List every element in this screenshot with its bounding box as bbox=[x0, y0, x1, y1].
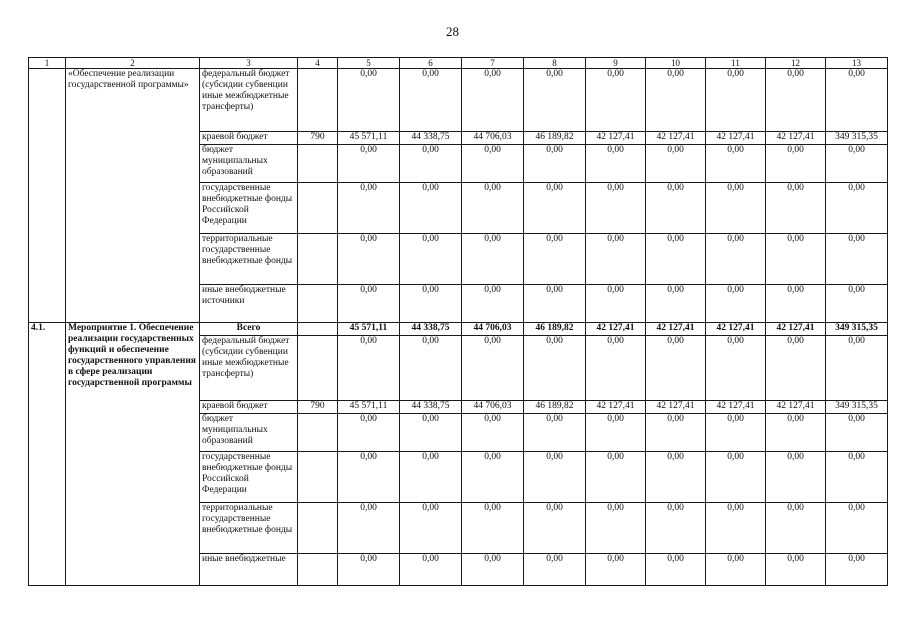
budget-code: 790 bbox=[298, 132, 338, 145]
value-col-11: 42 127,41 bbox=[706, 132, 766, 145]
value-col-8: 46 189,82 bbox=[524, 323, 586, 336]
value-col-7: 0,00 bbox=[462, 69, 524, 132]
value-col-6: 0,00 bbox=[400, 414, 462, 452]
budget-code bbox=[298, 285, 338, 323]
value-col-12: 0,00 bbox=[766, 234, 826, 285]
value-col-6: 0,00 bbox=[400, 554, 462, 586]
column-header-6: 6 bbox=[400, 58, 462, 69]
funding-source: бюджет муниципальных образований bbox=[200, 145, 298, 183]
value-col-13: 0,00 bbox=[826, 234, 888, 285]
value-col-12: 0,00 bbox=[766, 183, 826, 234]
value-col-12: 0,00 bbox=[766, 69, 826, 132]
value-col-5: 0,00 bbox=[338, 452, 400, 503]
value-col-13: 349 315,35 bbox=[826, 323, 888, 336]
value-col-11: 0,00 bbox=[706, 452, 766, 503]
value-col-5: 0,00 bbox=[338, 69, 400, 132]
value-col-9: 0,00 bbox=[586, 145, 646, 183]
value-col-6: 0,00 bbox=[400, 336, 462, 401]
column-header-5: 5 bbox=[338, 58, 400, 69]
value-col-8: 46 189,82 bbox=[524, 401, 586, 414]
value-col-10: 0,00 bbox=[646, 336, 706, 401]
value-col-9: 42 127,41 bbox=[586, 323, 646, 336]
budget-code bbox=[298, 503, 338, 554]
value-col-5: 0,00 bbox=[338, 183, 400, 234]
value-col-7: 0,00 bbox=[462, 336, 524, 401]
funding-source: федеральный бюджет (субсидии субвенции иные межбюджетные трансферты) bbox=[200, 69, 298, 132]
value-col-5: 45 571,11 bbox=[338, 132, 400, 145]
value-col-9: 0,00 bbox=[586, 234, 646, 285]
value-col-10: 0,00 bbox=[646, 145, 706, 183]
value-col-11: 0,00 bbox=[706, 145, 766, 183]
value-col-13: 0,00 bbox=[826, 554, 888, 586]
value-col-10: 0,00 bbox=[646, 503, 706, 554]
value-col-8: 0,00 bbox=[524, 145, 586, 183]
table-row bbox=[29, 69, 888, 132]
value-col-13: 0,00 bbox=[826, 285, 888, 323]
funding-source: территориальные государственные внебюджетные фонды bbox=[200, 234, 298, 285]
value-col-5: 0,00 bbox=[338, 234, 400, 285]
value-col-8: 0,00 bbox=[524, 336, 586, 401]
value-col-10: 0,00 bbox=[646, 183, 706, 234]
funding-source: государственные внебюджетные фонды Российской Федерации bbox=[200, 183, 298, 234]
value-col-13: 349 315,35 bbox=[826, 132, 888, 145]
column-header-9: 9 bbox=[586, 58, 646, 69]
value-col-13: 0,00 bbox=[826, 503, 888, 554]
value-col-5: 0,00 bbox=[338, 414, 400, 452]
table-row bbox=[29, 323, 888, 336]
value-col-7: 44 706,03 bbox=[462, 323, 524, 336]
value-col-10: 0,00 bbox=[646, 452, 706, 503]
budget-code bbox=[298, 323, 338, 336]
value-col-7: 0,00 bbox=[462, 503, 524, 554]
value-col-5: 0,00 bbox=[338, 285, 400, 323]
header-row bbox=[29, 58, 888, 69]
value-col-12: 0,00 bbox=[766, 452, 826, 503]
value-col-12: 42 127,41 bbox=[766, 132, 826, 145]
value-col-12: 42 127,41 bbox=[766, 401, 826, 414]
value-col-6: 44 338,75 bbox=[400, 401, 462, 414]
value-col-11: 0,00 bbox=[706, 503, 766, 554]
column-header-8: 8 bbox=[524, 58, 586, 69]
value-col-6: 0,00 bbox=[400, 234, 462, 285]
value-col-6: 0,00 bbox=[400, 145, 462, 183]
value-col-6: 0,00 bbox=[400, 183, 462, 234]
value-col-9: 0,00 bbox=[586, 503, 646, 554]
budget-table bbox=[28, 57, 888, 586]
column-header-11: 11 bbox=[706, 58, 766, 69]
value-col-10: 0,00 bbox=[646, 234, 706, 285]
value-col-8: 46 189,82 bbox=[524, 132, 586, 145]
value-col-11: 0,00 bbox=[706, 285, 766, 323]
column-header-3: 3 bbox=[200, 58, 298, 69]
value-col-5: 0,00 bbox=[338, 336, 400, 401]
value-col-8: 0,00 bbox=[524, 234, 586, 285]
value-col-10: 42 127,41 bbox=[646, 323, 706, 336]
value-col-7: 0,00 bbox=[462, 452, 524, 503]
column-header-7: 7 bbox=[462, 58, 524, 69]
column-header-13: 13 bbox=[826, 58, 888, 69]
column-header-1: 1 bbox=[29, 58, 66, 69]
value-col-12: 0,00 bbox=[766, 414, 826, 452]
budget-code bbox=[298, 452, 338, 503]
column-header-2: 2 bbox=[66, 58, 200, 69]
value-col-13: 0,00 bbox=[826, 452, 888, 503]
budget-code bbox=[298, 414, 338, 452]
value-col-8: 0,00 bbox=[524, 554, 586, 586]
measure-name: Мероприятие 1. Обеспечение реализации государственных функций и обеспечение государственного управления в сфере реализации государственной программы bbox=[66, 323, 200, 586]
value-col-11: 42 127,41 bbox=[706, 401, 766, 414]
value-col-5: 0,00 bbox=[338, 503, 400, 554]
value-col-9: 0,00 bbox=[586, 414, 646, 452]
value-col-9: 0,00 bbox=[586, 336, 646, 401]
value-col-11: 0,00 bbox=[706, 414, 766, 452]
value-col-8: 0,00 bbox=[524, 183, 586, 234]
value-col-13: 0,00 bbox=[826, 145, 888, 183]
value-col-6: 44 338,75 bbox=[400, 132, 462, 145]
funding-source: иные внебюджетные bbox=[200, 554, 298, 586]
budget-code bbox=[298, 69, 338, 132]
value-col-8: 0,00 bbox=[524, 503, 586, 554]
measure-name: «Обеспечение реализации государственной программы» bbox=[66, 69, 200, 323]
value-col-8: 0,00 bbox=[524, 285, 586, 323]
value-col-9: 0,00 bbox=[586, 554, 646, 586]
value-col-10: 0,00 bbox=[646, 69, 706, 132]
funding-source: бюджет муниципальных образований bbox=[200, 414, 298, 452]
value-col-7: 44 706,03 bbox=[462, 401, 524, 414]
value-col-13: 0,00 bbox=[826, 183, 888, 234]
value-col-12: 0,00 bbox=[766, 145, 826, 183]
budget-code bbox=[298, 554, 338, 586]
value-col-11: 0,00 bbox=[706, 234, 766, 285]
row-index bbox=[29, 69, 66, 323]
page-number: 28 bbox=[446, 24, 459, 39]
value-col-10: 42 127,41 bbox=[646, 401, 706, 414]
value-col-11: 0,00 bbox=[706, 183, 766, 234]
value-col-10: 0,00 bbox=[646, 414, 706, 452]
value-col-7: 44 706,03 bbox=[462, 132, 524, 145]
value-col-12: 0,00 bbox=[766, 554, 826, 586]
value-col-7: 0,00 bbox=[462, 414, 524, 452]
value-col-13: 0,00 bbox=[826, 414, 888, 452]
value-col-6: 0,00 bbox=[400, 69, 462, 132]
value-col-12: 0,00 bbox=[766, 336, 826, 401]
value-col-6: 0,00 bbox=[400, 503, 462, 554]
column-header-12: 12 bbox=[766, 58, 826, 69]
value-col-5: 45 571,11 bbox=[338, 323, 400, 336]
value-col-8: 0,00 bbox=[524, 69, 586, 132]
value-col-6: 0,00 bbox=[400, 285, 462, 323]
value-col-7: 0,00 bbox=[462, 183, 524, 234]
value-col-11: 0,00 bbox=[706, 554, 766, 586]
funding-source: краевой бюджет bbox=[200, 132, 298, 145]
value-col-13: 0,00 bbox=[826, 336, 888, 401]
funding-source: краевой бюджет bbox=[200, 401, 298, 414]
value-col-10: 42 127,41 bbox=[646, 132, 706, 145]
value-col-6: 44 338,75 bbox=[400, 323, 462, 336]
budget-code bbox=[298, 183, 338, 234]
funding-source: Всего bbox=[200, 323, 298, 336]
value-col-13: 349 315,35 bbox=[826, 401, 888, 414]
value-col-9: 0,00 bbox=[586, 285, 646, 323]
funding-source: иные внебюджетные источники bbox=[200, 285, 298, 323]
value-col-10: 0,00 bbox=[646, 285, 706, 323]
value-col-12: 42 127,41 bbox=[766, 323, 826, 336]
value-col-9: 0,00 bbox=[586, 183, 646, 234]
value-col-8: 0,00 bbox=[524, 452, 586, 503]
value-col-5: 45 571,11 bbox=[338, 401, 400, 414]
value-col-9: 0,00 bbox=[586, 452, 646, 503]
row-index: 4.1. bbox=[29, 323, 66, 586]
value-col-5: 0,00 bbox=[338, 145, 400, 183]
value-col-7: 0,00 bbox=[462, 554, 524, 586]
value-col-11: 0,00 bbox=[706, 69, 766, 132]
value-col-13: 0,00 bbox=[826, 69, 888, 132]
value-col-11: 42 127,41 bbox=[706, 323, 766, 336]
value-col-12: 0,00 bbox=[766, 503, 826, 554]
value-col-7: 0,00 bbox=[462, 285, 524, 323]
column-header-10: 10 bbox=[646, 58, 706, 69]
funding-source: территориальные государственные внебюджетные фонды bbox=[200, 503, 298, 554]
budget-code bbox=[298, 234, 338, 285]
value-col-7: 0,00 bbox=[462, 145, 524, 183]
value-col-10: 0,00 bbox=[646, 554, 706, 586]
value-col-7: 0,00 bbox=[462, 234, 524, 285]
value-col-6: 0,00 bbox=[400, 452, 462, 503]
value-col-12: 0,00 bbox=[766, 285, 826, 323]
funding-source: федеральный бюджет (субсидии субвенции иные межбюджетные трансферты) bbox=[200, 336, 298, 401]
value-col-9: 0,00 bbox=[586, 69, 646, 132]
funding-source: государственные внебюджетные фонды Российской Федерации bbox=[200, 452, 298, 503]
value-col-11: 0,00 bbox=[706, 336, 766, 401]
column-header-4: 4 bbox=[298, 58, 338, 69]
budget-code bbox=[298, 145, 338, 183]
value-col-9: 42 127,41 bbox=[586, 401, 646, 414]
budget-code bbox=[298, 336, 338, 401]
value-col-8: 0,00 bbox=[524, 414, 586, 452]
budget-code: 790 bbox=[298, 401, 338, 414]
value-col-9: 42 127,41 bbox=[586, 132, 646, 145]
value-col-5: 0,00 bbox=[338, 554, 400, 586]
